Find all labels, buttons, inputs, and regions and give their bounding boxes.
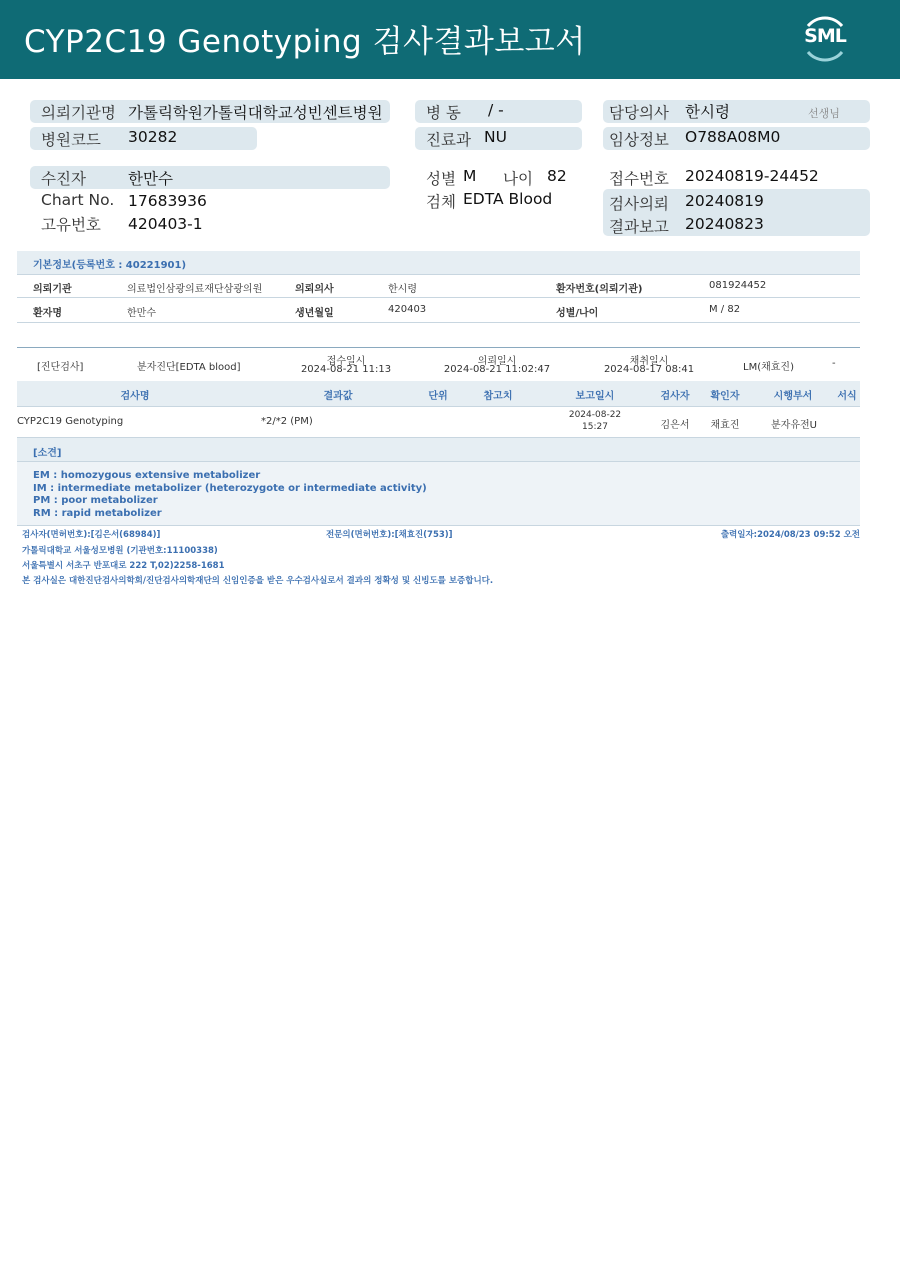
- institution-label: 의뢰기관명: [41, 104, 116, 122]
- basic-value-doctor: 한시령: [388, 284, 417, 295]
- result-confirmer: 채효진: [710, 420, 740, 431]
- collect-value: 2024-08-17 08:41: [603, 364, 695, 375]
- age-value: 82: [547, 167, 567, 185]
- divider: [17, 347, 860, 348]
- finding-line-im: IM : intermediate metabolizer (heterozygote or intermediate activity): [33, 483, 427, 494]
- result-dept: 분자유전U: [771, 420, 817, 431]
- result-report-time: 15:27: [582, 422, 608, 432]
- footer-specialist: 전문의(면허번호):[채효진(753)]: [326, 530, 453, 540]
- doctor-suffix: 선생님: [808, 107, 840, 120]
- institution-value: 가톨릭학원가톨릭대학교성빈센트병원: [128, 104, 383, 122]
- clinical-label: 임상정보: [609, 131, 669, 149]
- specimen-label: 검체: [426, 193, 456, 211]
- receipt-value: 20240819-24452: [685, 167, 819, 185]
- basic-value-name: 한만수: [127, 308, 156, 319]
- report-value: 20240823: [685, 215, 764, 233]
- request-time-label: 의뢰일시: [477, 356, 517, 367]
- col-confirmer: 확인자: [710, 391, 740, 402]
- sex-value: M: [463, 167, 477, 185]
- diag-tag: [진단검사]: [37, 362, 84, 373]
- finding-title: [소견]: [33, 448, 62, 459]
- basic-key-patient-no: 환자번호(의뢰기관): [556, 284, 643, 295]
- basic-value-birth: 420403: [388, 304, 427, 315]
- divider: [17, 274, 860, 275]
- age-label: 나이: [503, 170, 533, 188]
- footer-certification: 본 검사실은 대한진단검사의학회/진단검사의학재단의 신임인증을 받은 우수검사실로서 결과의 정확성 및 신빙도를 보증합니다.: [22, 576, 494, 586]
- col-dept: 시행부서: [773, 391, 813, 402]
- logo-text: SML: [804, 25, 846, 47]
- request-value: 20240819: [685, 192, 764, 210]
- result-report-date: 2024-08-22: [568, 410, 622, 420]
- receipt-label: 접수번호: [609, 170, 669, 188]
- hospital-code-value: 30282: [128, 128, 178, 146]
- basic-key-sex-age: 성별/나이: [556, 308, 599, 319]
- col-report-date: 보고일시: [575, 391, 615, 402]
- col-form: 서식: [837, 391, 857, 402]
- doctor-label: 담당의사: [609, 104, 669, 122]
- ward-value: / -: [488, 101, 504, 119]
- col-reference: 참고치: [483, 391, 513, 402]
- ward-label: 병 동: [426, 104, 461, 122]
- department-label: 진료과: [426, 131, 471, 149]
- divider: [17, 297, 860, 298]
- basic-key-name: 환자명: [33, 308, 62, 319]
- hospital-code-label: 병원코드: [41, 131, 101, 149]
- doctor-value: 한시령: [685, 103, 730, 121]
- finding-line-pm: PM : poor metabolizer: [33, 495, 158, 506]
- lm-value: LM(채효진): [743, 362, 794, 373]
- lm-dash: -: [832, 358, 836, 369]
- divider: [17, 525, 860, 526]
- chart-value: 17683936: [128, 192, 207, 210]
- basic-value-sex-age: M / 82: [709, 304, 741, 315]
- department-value: NU: [484, 128, 507, 146]
- specimen-value: EDTA Blood: [463, 190, 553, 208]
- footer-hospital: 가톨릭대학교 서울성모병원 (기관번호:11100338): [22, 546, 218, 556]
- receive-label: 접수일시: [326, 356, 366, 367]
- patient-value: 한만수: [128, 170, 173, 188]
- basic-key-doctor: 의뢰의사: [295, 284, 334, 295]
- request-time-value: 2024-08-21 11:02:47: [443, 364, 551, 375]
- basic-value-patient-no: 081924452: [709, 280, 767, 291]
- finding-line-rm: RM : rapid metabolizer: [33, 508, 162, 519]
- result-tester: 김은서: [660, 420, 690, 431]
- collect-label: 채취일시: [629, 356, 669, 367]
- col-unit: 단위: [428, 391, 448, 402]
- clinical-value: O788A08M0: [685, 128, 781, 146]
- diag-dept: 분자진단[EDTA blood]: [137, 362, 241, 373]
- footer-tester: 검사자(면허번호):[김은서(68984)]: [22, 530, 161, 540]
- finding-line-em: EM : homozygous extensive metabolizer: [33, 470, 261, 481]
- divider: [17, 322, 860, 323]
- sml-logo: [800, 12, 850, 64]
- report-title: CYP2C19 Genotyping 검사결과보고서: [24, 24, 586, 60]
- divider: [17, 406, 860, 407]
- chart-label: Chart No.: [41, 191, 115, 209]
- col-result: 결과값: [323, 391, 353, 402]
- patient-label: 수진자: [41, 170, 86, 188]
- footer-address: 서울특별시 서초구 반포대로 222 T,02)2258-1681: [22, 561, 225, 571]
- basic-info-title: 기본정보(등록번호 : 40221901): [33, 260, 187, 271]
- request-label: 검사의뢰: [609, 195, 669, 213]
- basic-key-institution: 의뢰기관: [33, 284, 72, 295]
- result-value: *2/*2 (PM): [261, 416, 313, 427]
- report-label: 결과보고: [609, 218, 669, 236]
- col-tester: 검사자: [660, 391, 690, 402]
- result-test-name: CYP2C19 Genotyping: [17, 416, 124, 427]
- sex-label: 성별: [426, 170, 456, 188]
- basic-key-birth: 생년월일: [295, 308, 334, 319]
- unique-label: 고유번호: [41, 216, 101, 234]
- finding-header: [17, 438, 860, 462]
- unique-value: 420403-1: [128, 215, 203, 233]
- footer-printed: 출력일자:2024/08/23 09:52 오전: [720, 530, 860, 540]
- basic-value-institution: 의료법인삼광의료재단삼광의원: [127, 284, 263, 295]
- col-test-name: 검사명: [120, 391, 150, 402]
- receive-value: 2024-08-21 11:13: [300, 364, 392, 375]
